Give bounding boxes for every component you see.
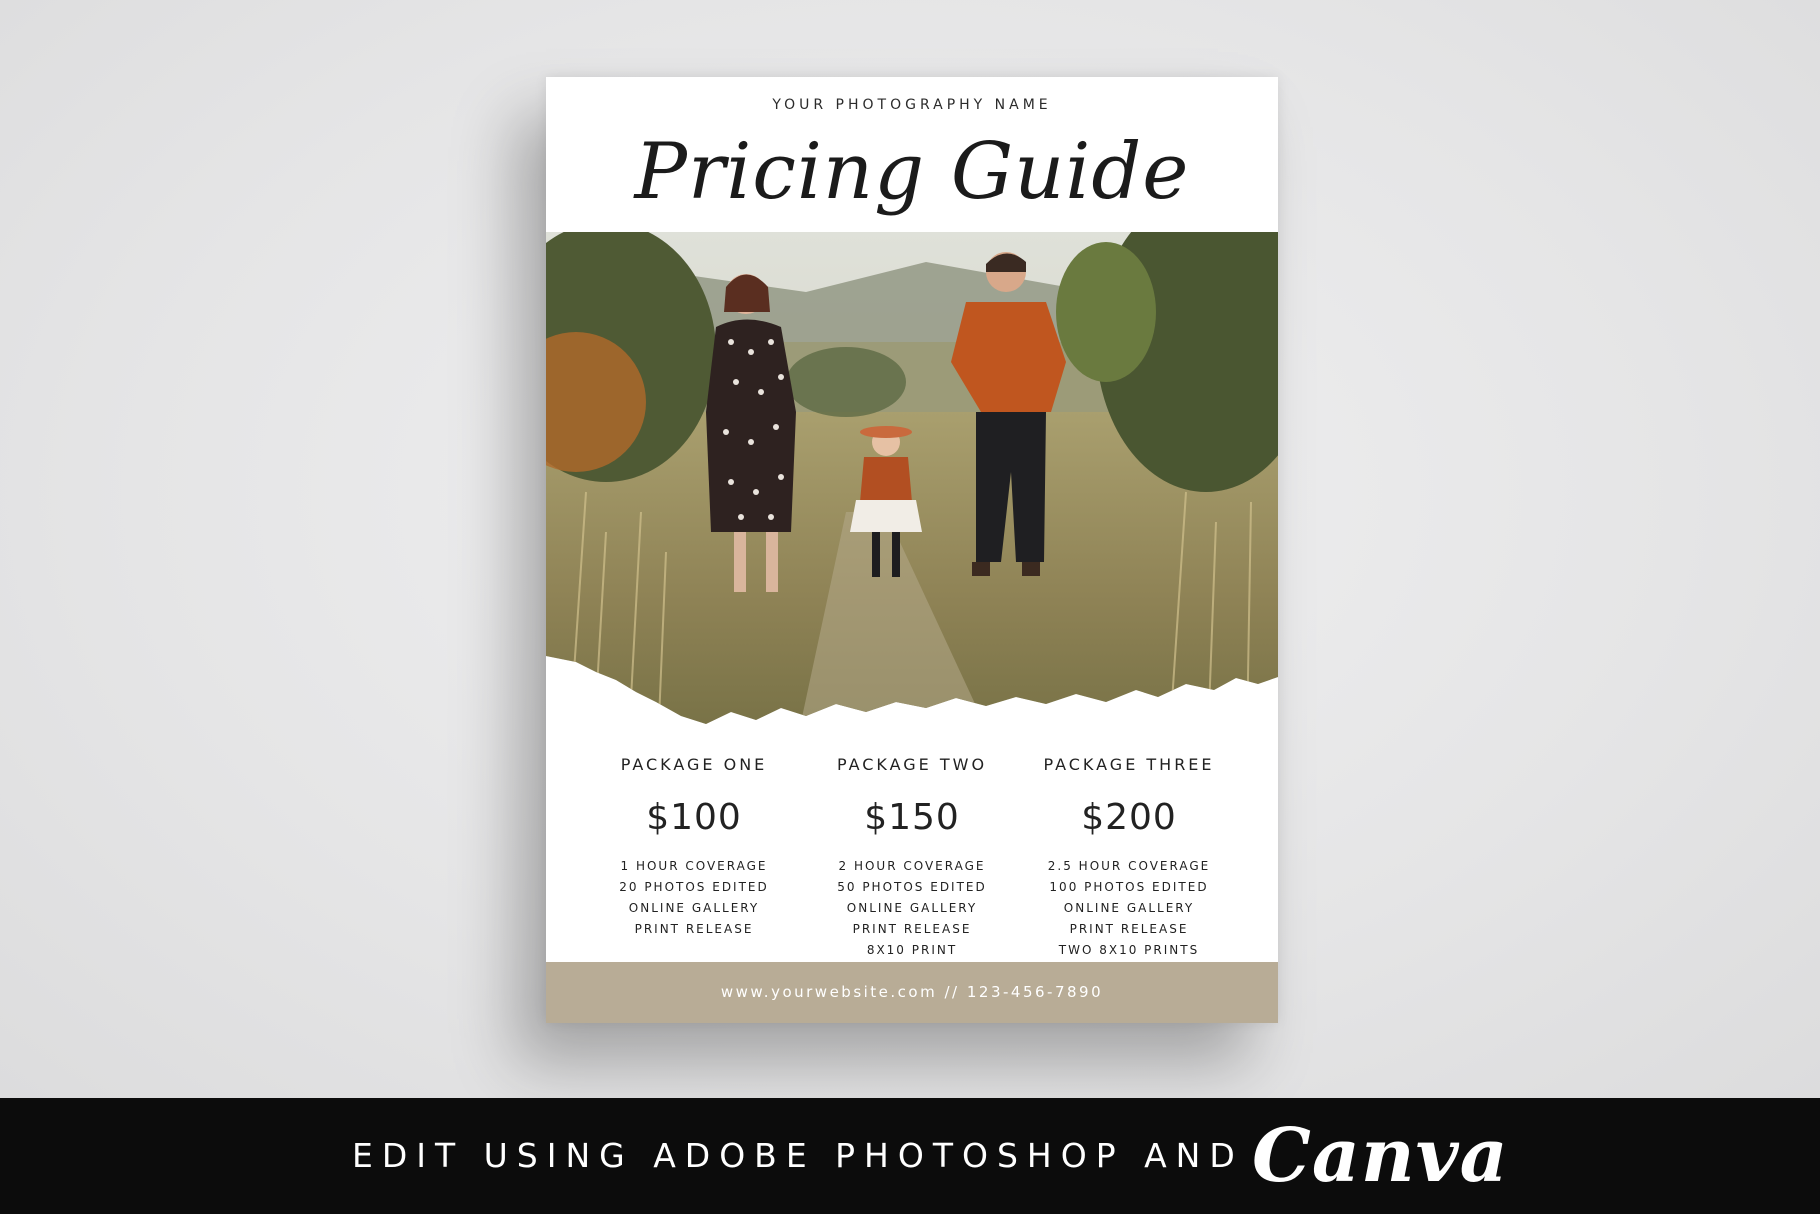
package-name: PACKAGE TWO (836, 755, 988, 774)
package-price: $200 (1081, 797, 1177, 838)
flyer-title: Pricing Guide (634, 127, 1190, 217)
family-photo (546, 232, 1278, 792)
package-one (584, 752, 804, 940)
package-feature: ONLINE GALLERY (846, 901, 978, 915)
package-price: $100 (646, 797, 742, 838)
package-feature: ONLINE GALLERY (628, 901, 760, 915)
package-two (802, 752, 1022, 961)
package-feature: 100 PHOTOS EDITED (1049, 880, 1209, 894)
package-three (1019, 752, 1239, 961)
studio-name: YOUR PHOTOGRAPHY NAME (772, 97, 1052, 113)
package-feature: ONLINE GALLERY (1063, 901, 1195, 915)
banner-text: EDIT USING ADOBE PHOTOSHOP AND (352, 1136, 1244, 1175)
package-feature: 8X10 PRINT (866, 943, 958, 957)
package-features (1019, 856, 1239, 961)
package-name: PACKAGE ONE (620, 755, 768, 774)
contact-footer: www.yourwebsite.com // 123-456-7890 (546, 962, 1278, 1023)
package-feature: 2 HOUR COVERAGE (838, 859, 986, 873)
package-feature: PRINT RELEASE (1069, 922, 1189, 936)
package-feature: PRINT RELEASE (634, 922, 754, 936)
package-feature: 1 HOUR COVERAGE (620, 859, 768, 873)
package-feature: 20 PHOTOS EDITED (619, 880, 769, 894)
package-features (802, 856, 1022, 961)
package-feature: 2.5 HOUR COVERAGE (1047, 859, 1211, 873)
package-feature: 50 PHOTOS EDITED (837, 880, 987, 894)
pricing-flyer (546, 77, 1278, 1023)
edit-banner (0, 1098, 1820, 1214)
package-price: $150 (864, 797, 960, 838)
package-feature: PRINT RELEASE (852, 922, 972, 936)
package-feature: TWO 8X10 PRINTS (1058, 943, 1200, 957)
package-features (584, 856, 804, 940)
package-name: PACKAGE THREE (1043, 755, 1215, 774)
canva-logo: Canva (1252, 1113, 1509, 1199)
